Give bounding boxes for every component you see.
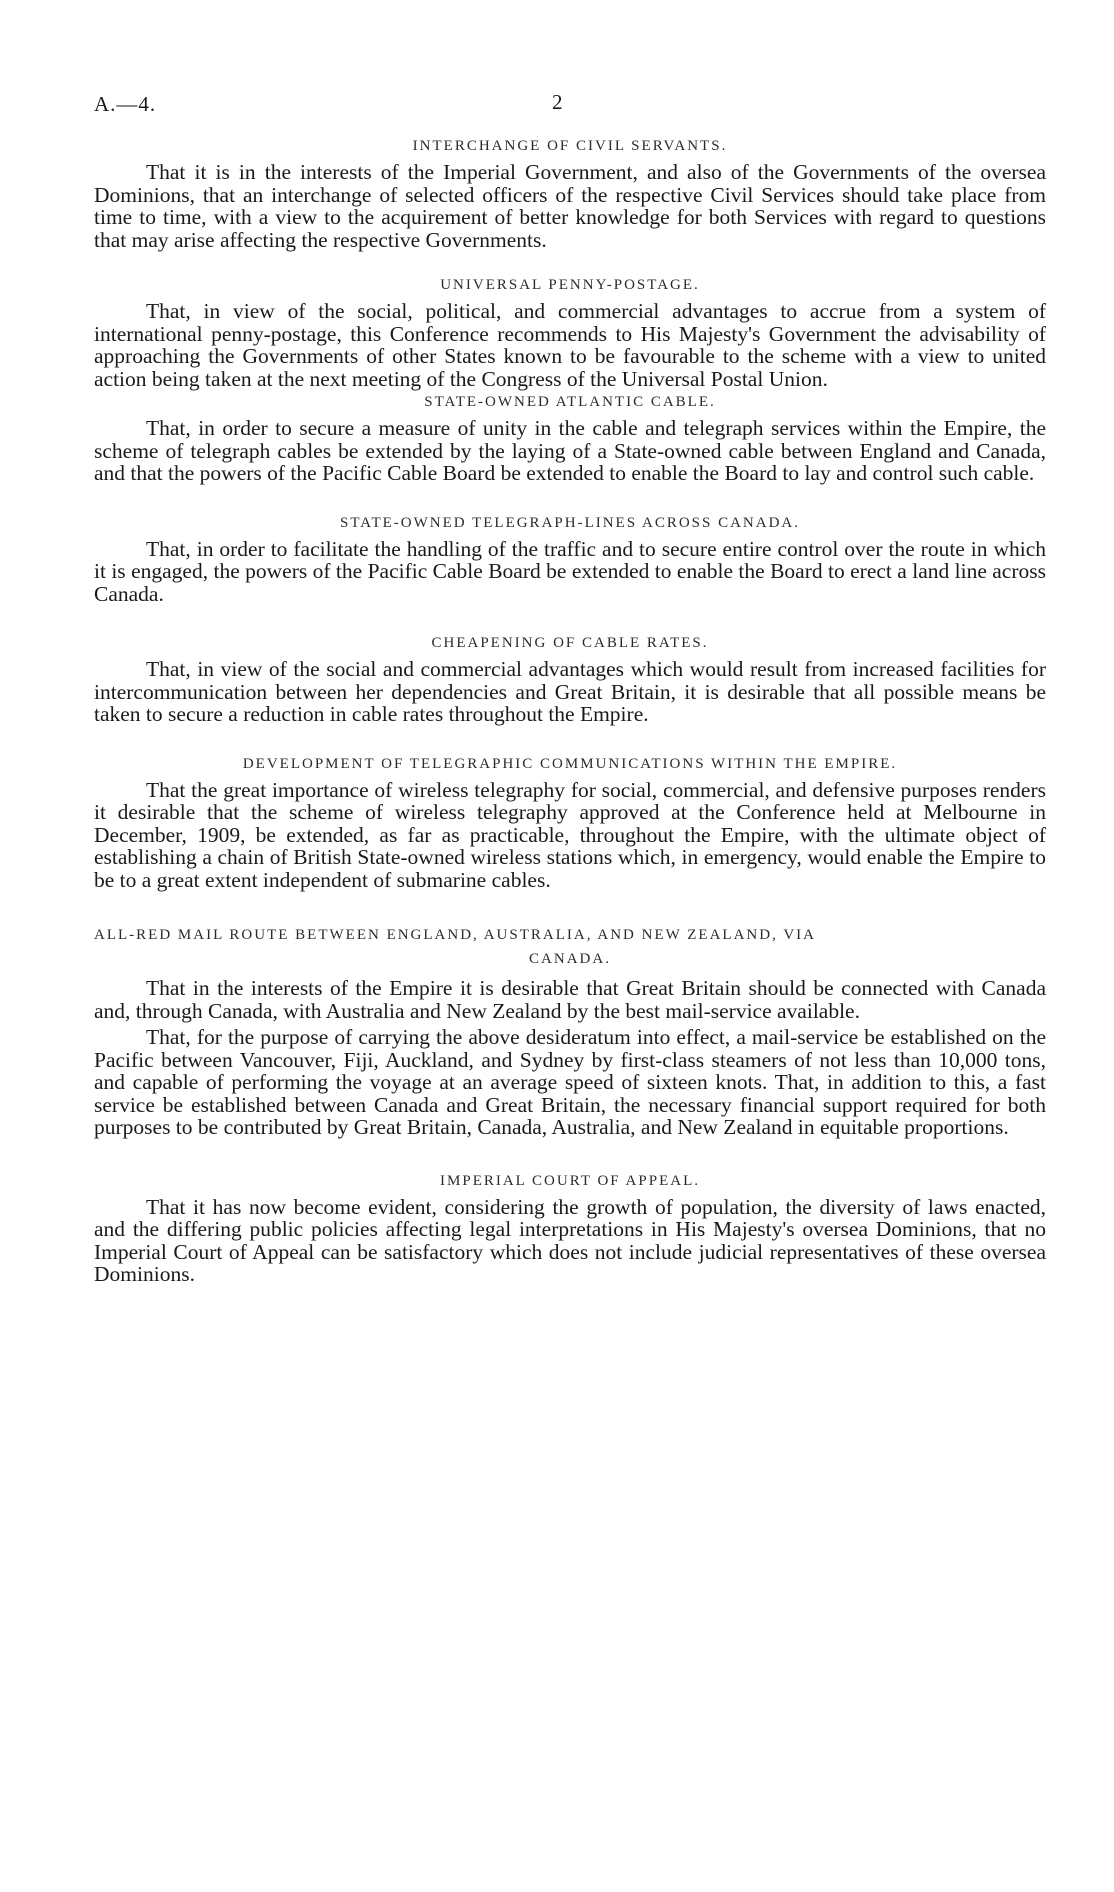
- section-heading: INTERCHANGE OF CIVIL SERVANTS.: [412, 138, 728, 154]
- section-heading: UNIVERSAL PENNY-POSTAGE.: [440, 277, 700, 293]
- page-number: 2: [552, 90, 563, 114]
- section-paragraph: That, in view of the social and commercial advantages which would result from increased facilities for intercommunication between her dependencies and Great Britain, it is desirable that all possible means be taken to secure a reduction in cable rates throughout the Empire.: [94, 657, 1046, 726]
- section-paragraph: That it has now become evident, considering the growth of population, the diversity of laws enacted, and the differing public policies affecting legal interpretations in His Majesty's oversea Dominions, that no Imperial Court of Appeal can be satisfactory which does not include judicial representatives of these oversea Dominions.: [94, 1194, 1046, 1286]
- document-page: [94, 92, 1046, 1286]
- section-universal-penny-postage: [94, 277, 1046, 390]
- section-paragraph: That, for the purpose of carrying the above desideratum into effect, a mail-service be established on the Pacific between Vancouver, Fiji, Auckland, and Sydney by first-class steamers of not less than 10,000 tons, and capable of performing the voyage at an average speed of sixteen knots. That, in addition to this, a fast service be established between Canada and Great Britain, the necessary financial support required for both purposes to be contributed by Great Britain, Canada, Australia, and New Zealand in equitable proportions.: [94, 1025, 1046, 1139]
- section-state-owned-telegraph-lines: [94, 515, 1046, 606]
- section-heading-line-1: ALL-RED MAIL ROUTE BETWEEN ENGLAND, AUSTRALIA, AND NEW ZEALAND, VIA: [94, 927, 816, 943]
- section-heading: CHEAPENING OF CABLE RATES.: [431, 635, 709, 651]
- section-cheapening-cable-rates: [94, 635, 1046, 726]
- section-heading: STATE-OWNED TELEGRAPH-LINES ACROSS CANADA.: [339, 514, 801, 531]
- section-paragraph: That, in order to facilitate the handling of the traffic and to secure entire control over the route in which it is engaged, the powers of the Pacific Cable Board be extended to enable the Board to erect a land line across Canada.: [94, 536, 1046, 606]
- section-state-owned-atlantic-cable: [94, 394, 1046, 485]
- section-heading: DEVELOPMENT OF TELEGRAPHIC COMMUNICATIONS WITHIN THE EMPIRE.: [242, 755, 898, 772]
- section-heading: [94, 923, 1046, 971]
- section-heading-line-2: CANADA.: [529, 951, 611, 967]
- section-telegraphic-communications: [94, 756, 1046, 892]
- document-reference: A.—4.: [94, 92, 157, 116]
- section-paragraph: That, in order to secure a measure of unity in the cable and telegraph services within the Empire, the scheme of telegraph cables be extended by the laying of a State-owned cable between England and Canada, and that the powers of the Pacific Cable Board be extended to enable the Board to lay and control such cable.: [94, 416, 1046, 485]
- section-paragraph: That, in view of the social, political, and commercial advantages to accrue from a system of international penny-postage, this Conference recommends to His Majesty's Government the advisability of approaching the Governments of other States known to be favourable to the scheme with a view to united action being taken at the next meeting of the Congress of the Universal Postal Union.: [94, 299, 1046, 391]
- section-paragraph: That it is in the interests of the Imperial Government, and also of the Governments of the oversea Dominions, that an interchange of selected officers of the respective Civil Services should take place from time to time, with a view to the acquirement of better knowledge for both Services with regard to questions that may arise affecting the respective Governments.: [94, 160, 1046, 252]
- section-heading: STATE-OWNED ATLANTIC CABLE.: [424, 394, 716, 410]
- page-header: [94, 92, 1046, 128]
- section-paragraph: That the great importance of wireless telegraphy for social, commercial, and defensive purposes renders it desirable that the scheme of wireless telegraphy approved at the Conference held at Melbourne in December, 1909, be extended, as far as practicable, throughout the Empire, with the ultimate object of establishing a chain of British State-owned wireless stations which, in emergency, would enable the Empire to be to a great extent independent of submarine cables.: [94, 777, 1046, 892]
- section-all-red-mail-route: [94, 923, 1046, 1139]
- section-interchange-civil-servants: [94, 138, 1046, 251]
- section-heading: IMPERIAL COURT OF APPEAL.: [440, 1172, 700, 1189]
- section-paragraph: That in the interests of the Empire it is desirable that Great Britain should be connected with Canada and, through Canada, with Australia and New Zealand by the best mail-service available.: [94, 976, 1046, 1023]
- section-imperial-court-of-appeal: [94, 1173, 1046, 1286]
